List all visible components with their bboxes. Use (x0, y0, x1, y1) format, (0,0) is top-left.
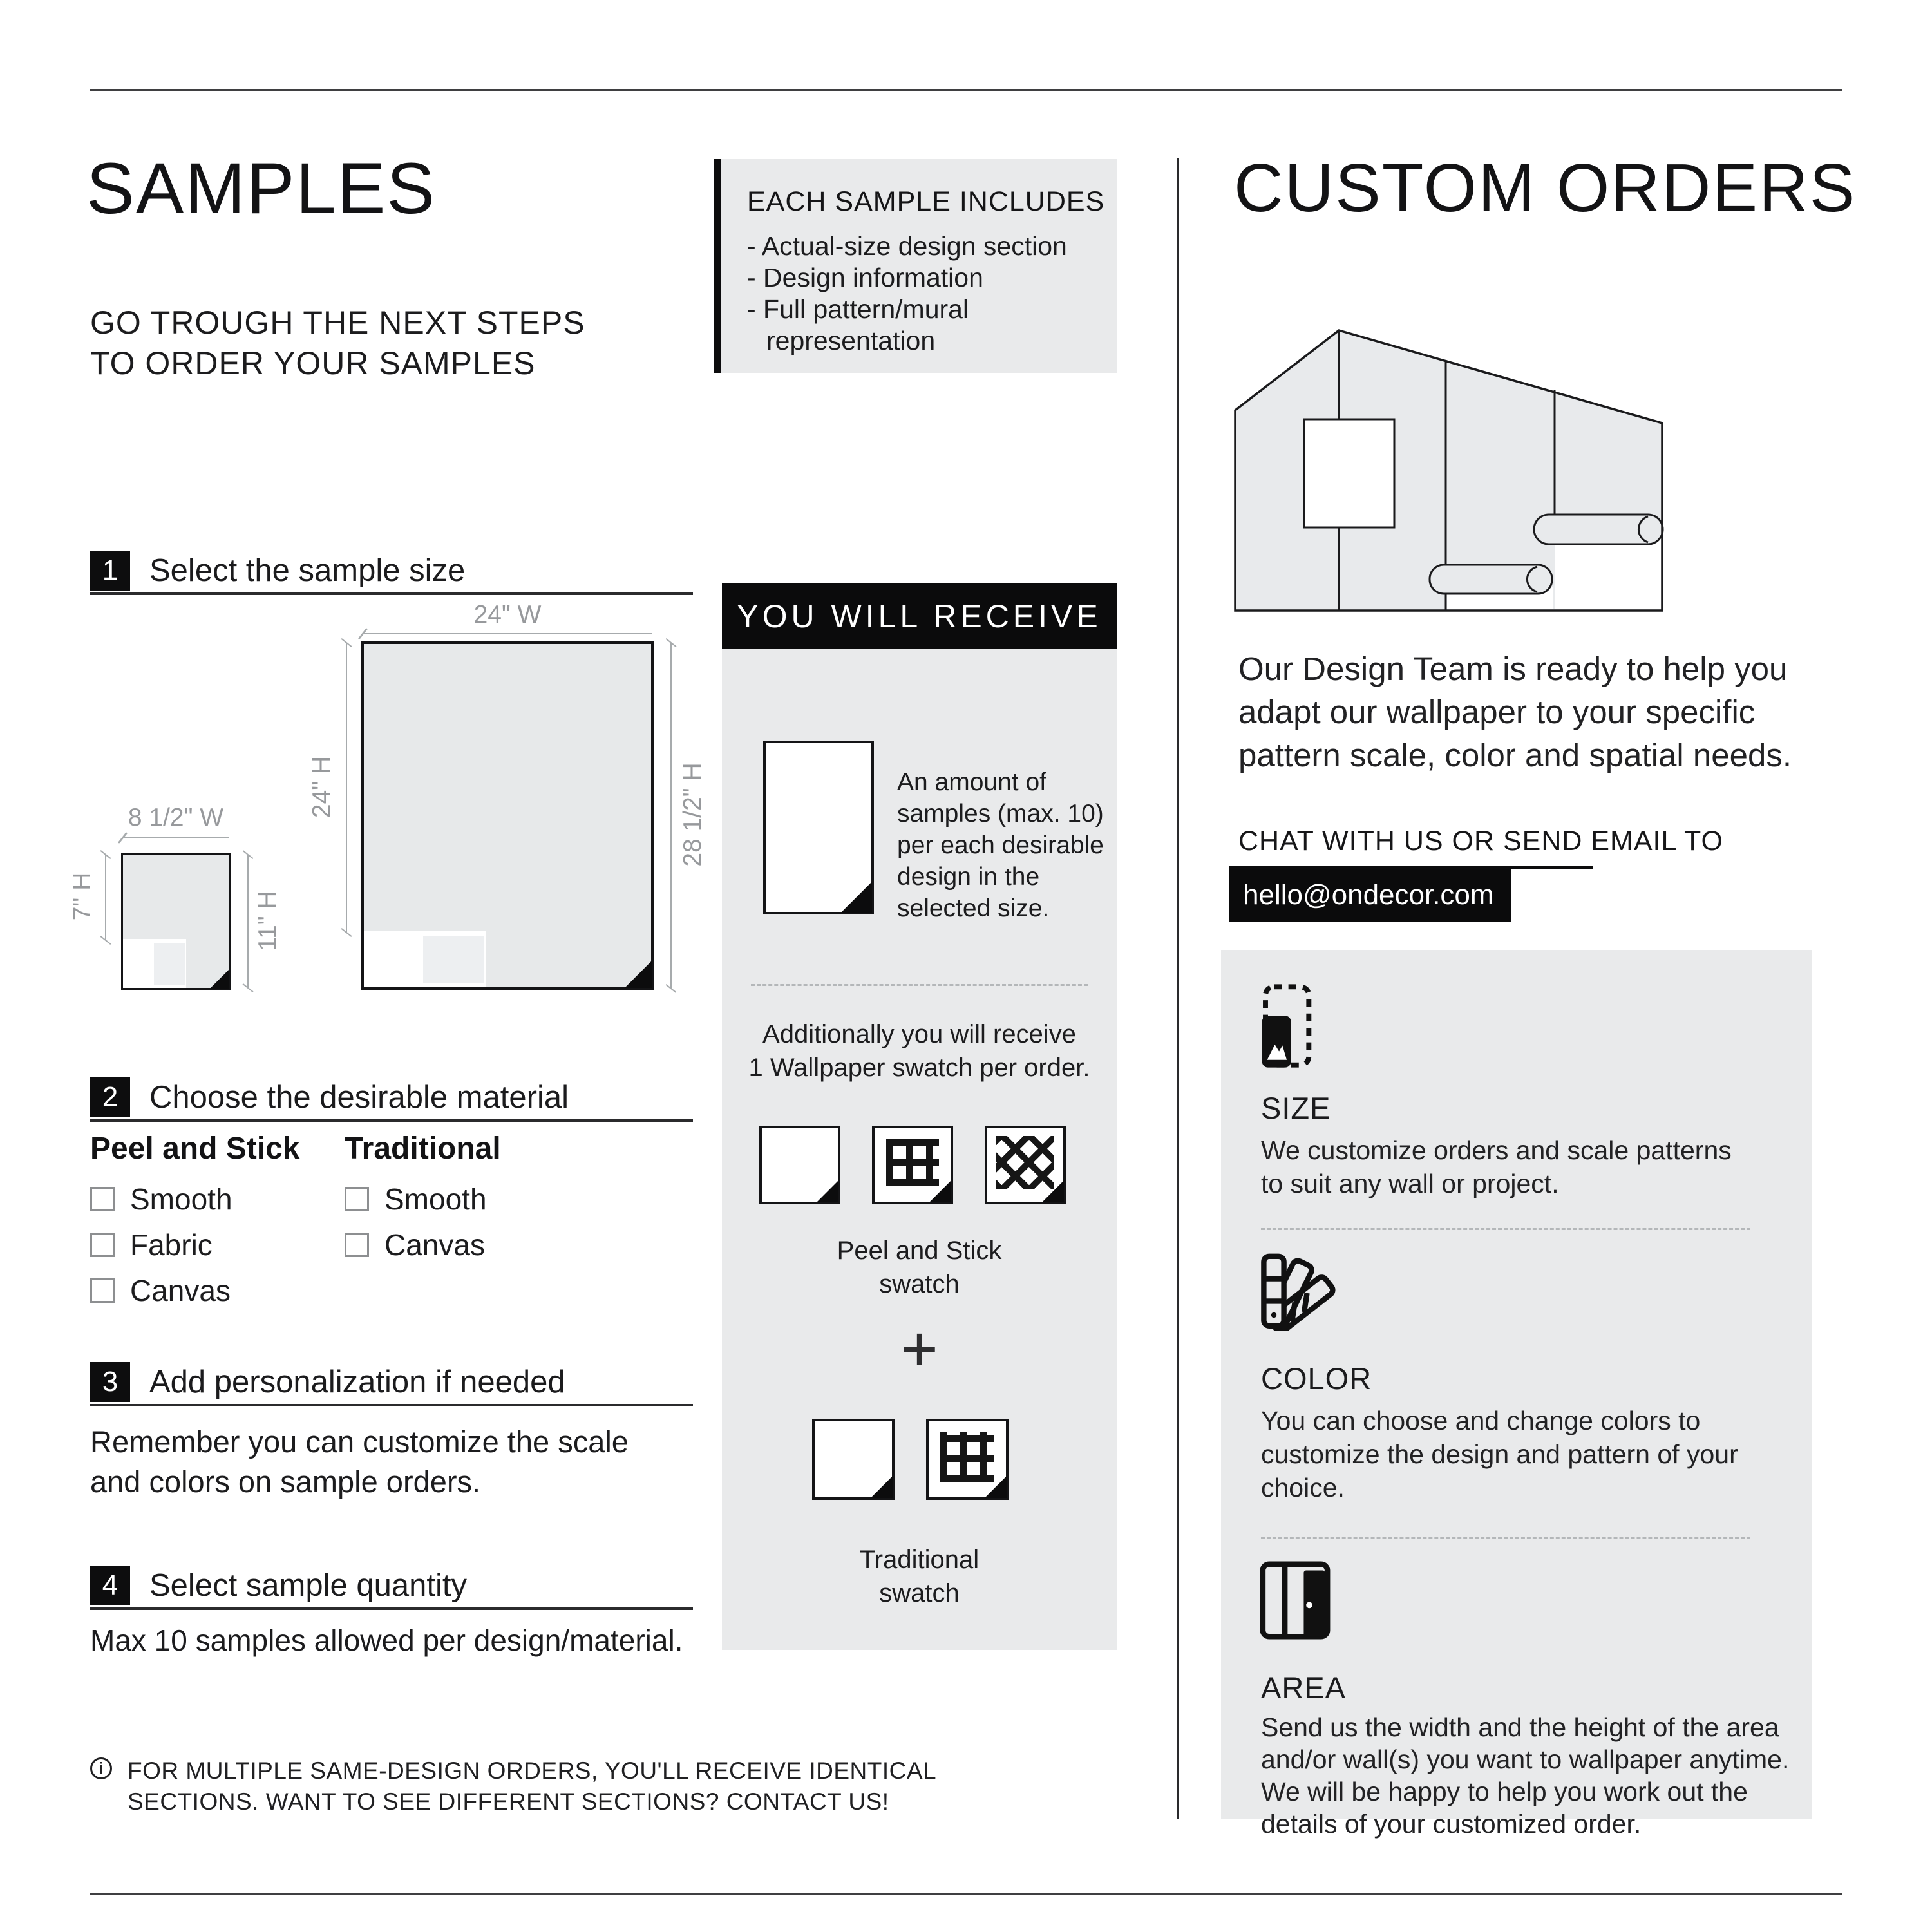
size-line: We customize orders and scale patterns (1261, 1135, 1732, 1165)
material-column-traditional (345, 1131, 501, 1273)
footnote (90, 1756, 936, 1817)
swatch-blank-icon (759, 1126, 840, 1204)
small-sample-height-right-label: 11" H (254, 891, 281, 951)
step-4-label: Select sample quantity (149, 1568, 467, 1603)
color-line: You can choose and change colors to (1261, 1406, 1701, 1435)
intro-line: adapt our wallpaper to your specific (1238, 694, 1756, 730)
material-option-row (345, 1182, 501, 1217)
info-icon: i (90, 1757, 112, 1779)
area-line: Send us the width and the height of the area (1261, 1712, 1779, 1742)
area-heading: AREA (1261, 1671, 1346, 1705)
small-sample-diagram (121, 853, 231, 990)
you-will-receive-panel (722, 649, 1117, 1650)
small-sample-height-left-label: 7" H (68, 872, 96, 921)
material-option-row (90, 1227, 299, 1262)
color-swatches-icon (1258, 1253, 1336, 1331)
size-line: to suit any wall or project. (1261, 1169, 1559, 1198)
includes-heading: EACH SAMPLE INCLUDES (747, 186, 1105, 217)
step-4-number-badge: 4 (90, 1566, 130, 1605)
small-sample-inner-square (154, 943, 185, 985)
additionally-line2: 1 Wallpaper swatch per order. (748, 1054, 1090, 1082)
large-sample-height-right-line (670, 643, 672, 989)
folded-corner-icon (985, 1476, 1007, 1498)
email-badge[interactable]: hello@ondecor.com (1229, 869, 1511, 922)
folded-corner-icon (871, 1476, 893, 1498)
step-2-label: Choose the desirable material (149, 1080, 569, 1115)
swatch-grid-icon (872, 1126, 953, 1204)
material-option-row (90, 1273, 299, 1308)
grid-pattern (940, 1432, 994, 1482)
receive-description (897, 766, 1104, 924)
includes-list (747, 231, 1108, 357)
traditional-label-line2: swatch (879, 1579, 960, 1607)
swatch-blank-icon (812, 1419, 895, 1500)
step-3-label: Add personalization if needed (149, 1365, 565, 1399)
folded-corner-icon (929, 1180, 951, 1202)
step-4-description: Max 10 samples allowed per design/material. (90, 1624, 683, 1657)
intro-line: pattern scale, color and spatial needs. (1238, 737, 1792, 773)
receive-description-line: design in the (897, 863, 1040, 891)
material-column-title: Traditional (345, 1132, 501, 1166)
area-line: details of your customized order. (1261, 1809, 1642, 1839)
intro-line: Our Design Team is ready to help you (1238, 650, 1788, 687)
step-3-number-badge: 3 (90, 1362, 130, 1402)
large-sample-height-right-label: 28 1/2" H (679, 762, 706, 867)
step-2-header (90, 1075, 693, 1122)
large-sample-height-left-label: 24" H (308, 755, 336, 819)
material-option-label: Canvas (130, 1274, 231, 1307)
dashed-separator (1261, 1228, 1750, 1230)
dashed-separator (751, 984, 1088, 986)
swatch-crosshatch-icon (985, 1126, 1066, 1204)
material-option-label: Canvas (384, 1228, 485, 1262)
includes-item: - Full pattern/mural representation (747, 294, 969, 355)
step-4-header (90, 1564, 693, 1610)
swatch-grid-icon (926, 1419, 1009, 1500)
samples-subtitle (90, 303, 585, 384)
chat-with-us-label: CHAT WITH US OR SEND EMAIL TO (1238, 826, 1723, 857)
material-column-peel-and-stick (90, 1131, 299, 1319)
size-crop-icon (1261, 983, 1312, 1068)
checkbox-icon[interactable] (90, 1233, 115, 1257)
traditional-label-line1: Traditional (859, 1546, 980, 1574)
peel-label-line2: swatch (879, 1270, 960, 1298)
color-line: customize the design and pattern of your (1261, 1439, 1738, 1469)
traditional-swatch-label (722, 1543, 1117, 1610)
receive-description-line: An amount of (897, 768, 1046, 796)
size-heading: SIZE (1261, 1091, 1331, 1125)
color-heading: COLOR (1261, 1361, 1372, 1396)
dashed-separator (1261, 1537, 1750, 1539)
size-description (1261, 1133, 1732, 1200)
material-option-label: Smooth (384, 1182, 487, 1216)
large-sample-inner-square (423, 936, 484, 983)
step-3-description-line2: and colors on sample orders. (90, 1464, 481, 1499)
includes-item: - Design information (747, 263, 983, 292)
checkbox-icon[interactable] (345, 1187, 369, 1211)
material-option-row (90, 1182, 299, 1217)
step-3-description (90, 1422, 629, 1502)
color-line: choice. (1261, 1473, 1345, 1502)
custom-orders-title: CUSTOM ORDERS (1234, 150, 1857, 226)
receive-description-line: per each desirable (897, 831, 1104, 859)
large-sample-design-section (364, 931, 486, 987)
small-sample-height-left-line (105, 855, 106, 940)
color-description (1261, 1404, 1738, 1504)
small-sample-height-right-line (247, 855, 249, 988)
material-option-label: Fabric (130, 1228, 213, 1262)
each-sample-includes-box (714, 159, 1117, 373)
folded-corner-icon (210, 969, 229, 989)
small-sample-design-section (123, 939, 186, 988)
grid-pattern (886, 1139, 939, 1186)
material-option-label: Smooth (130, 1182, 232, 1216)
step-1-number-badge: 1 (90, 551, 130, 591)
large-sample-width-dimension-line (363, 633, 652, 634)
bottom-rule (90, 1893, 1842, 1895)
you-will-receive-header: YOU WILL RECEIVE (722, 583, 1117, 649)
step-1-header (90, 549, 693, 595)
folded-corner-icon (841, 882, 872, 913)
plus-sign: + (900, 1313, 938, 1385)
material-option-row (345, 1227, 501, 1262)
large-sample-height-left-line (346, 643, 347, 933)
folded-corner-icon (817, 1180, 838, 1202)
samples-subtitle-line2: TO ORDER YOUR SAMPLES (90, 345, 536, 381)
wall-door-icon (1260, 1560, 1331, 1640)
step-3-description-line1: Remember you can customize the scale (90, 1425, 629, 1459)
step-3-header (90, 1360, 693, 1406)
receive-description-line: samples (max. 10) (897, 800, 1104, 828)
footnote-line1: FOR MULTIPLE SAME-DESIGN ORDERS, YOU'LL RECEIVE IDENTICAL (128, 1757, 937, 1784)
custom-orders-panel (1221, 950, 1812, 1839)
area-line: and/or wall(s) you want to wallpaper anytime. (1261, 1745, 1790, 1774)
peel-label-line1: Peel and Stick (837, 1236, 1002, 1265)
step-2-number-badge: 2 (90, 1077, 130, 1117)
includes-item: - Actual-size design section (747, 231, 1067, 261)
small-sample-width-dimension-line (122, 837, 229, 838)
material-column-title: Peel and Stick (90, 1132, 300, 1166)
peel-and-stick-swatch-label (722, 1234, 1117, 1301)
samples-title: SAMPLES (86, 148, 437, 229)
folded-corner-icon (1042, 1180, 1064, 1202)
checkbox-icon[interactable] (345, 1233, 369, 1257)
footnote-line2: SECTIONS. WANT TO SEE DIFFERENT SECTIONS? CONTACT US! (128, 1788, 889, 1815)
checkbox-icon[interactable] (90, 1187, 115, 1211)
area-line: We will be happy to help you work out the (1261, 1777, 1748, 1806)
receive-description-line: selected size. (897, 895, 1050, 922)
small-sample-width-label: 8 1/2" W (128, 804, 224, 831)
column-divider (1177, 158, 1179, 1819)
checkbox-icon[interactable] (90, 1278, 115, 1303)
additionally-line1: Additionally you will receive (762, 1020, 1076, 1048)
wallpaper-wall-illustration (1220, 325, 1671, 615)
area-description (1261, 1711, 1789, 1840)
step-1-label: Select the sample size (149, 553, 466, 588)
sample-sheet-icon (763, 741, 874, 914)
top-rule (90, 89, 1842, 91)
additionally-note (722, 1018, 1117, 1084)
folded-corner-icon (625, 961, 652, 988)
large-sample-width-label: 24" W (473, 601, 542, 629)
custom-orders-intro (1238, 647, 1792, 777)
samples-subtitle-line1: GO TROUGH THE NEXT STEPS (90, 305, 585, 341)
large-sample-diagram (361, 641, 654, 990)
